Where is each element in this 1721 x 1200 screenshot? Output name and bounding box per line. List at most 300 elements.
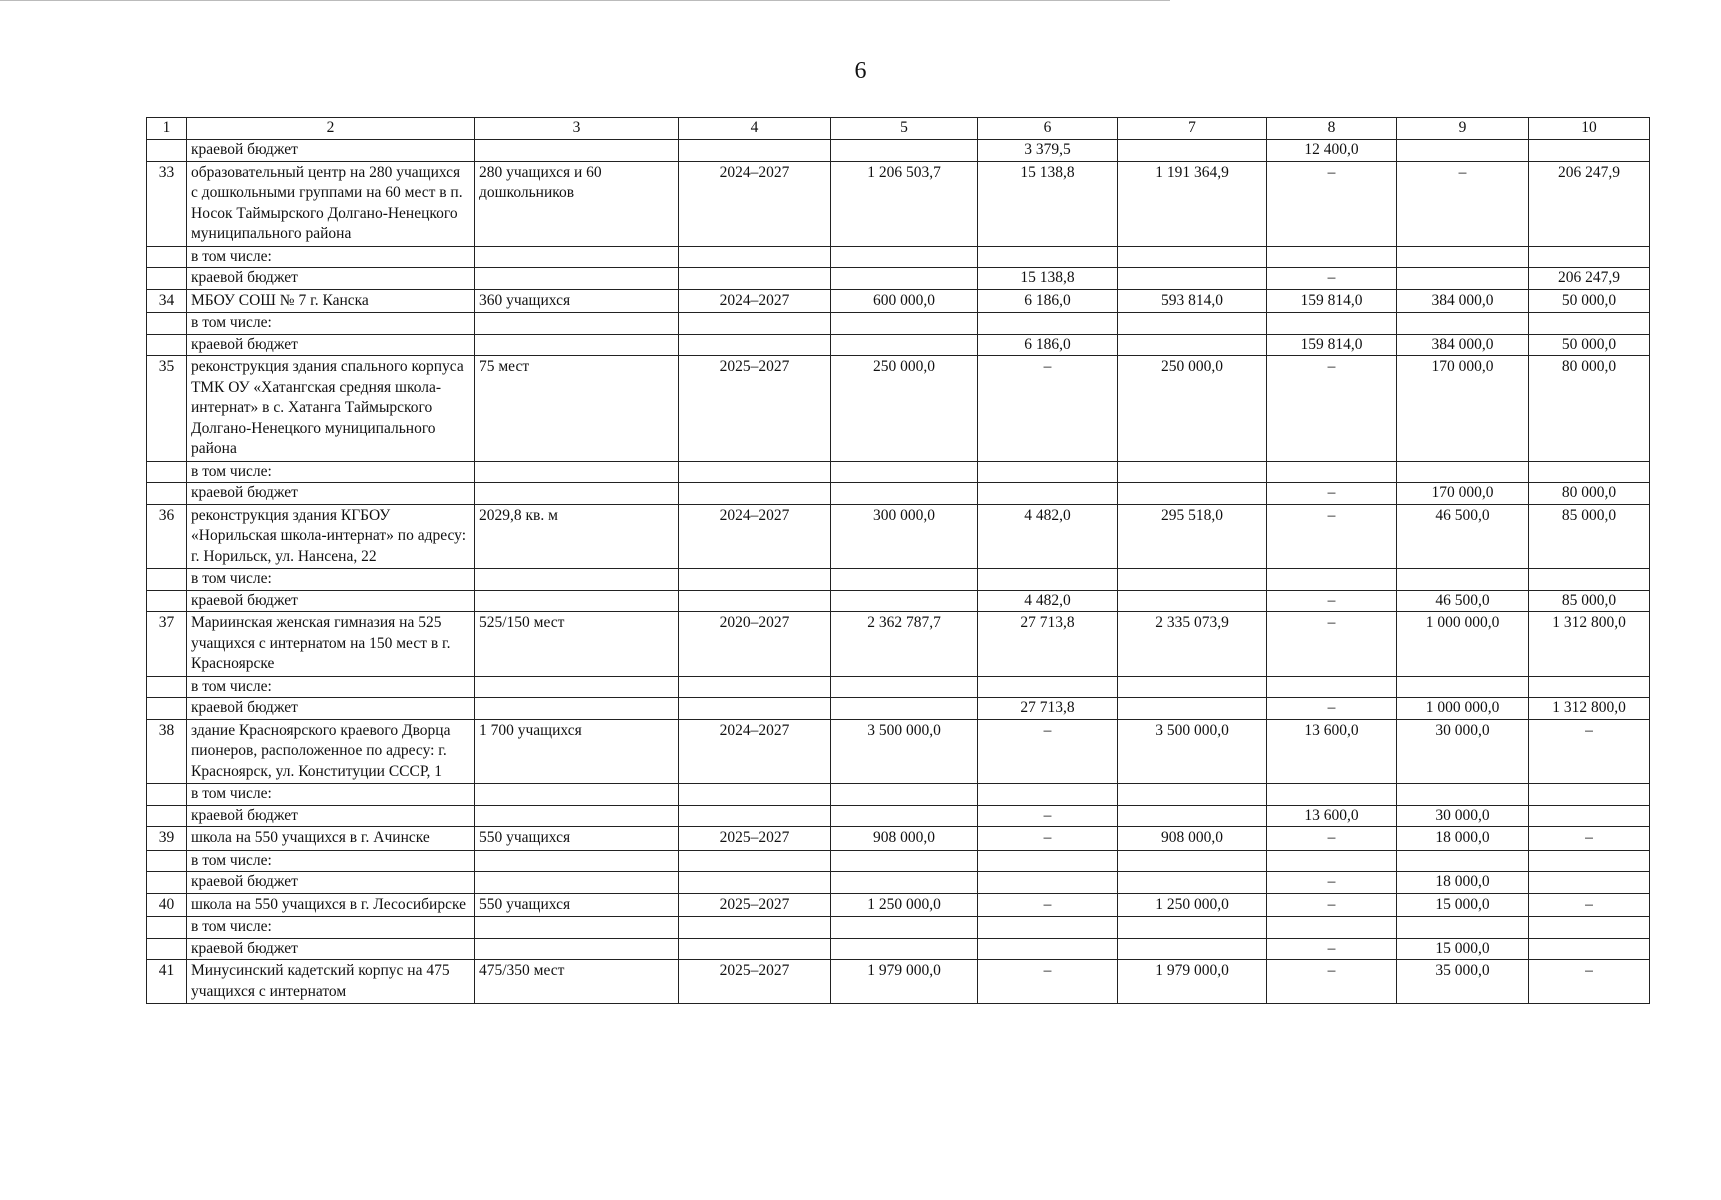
- period-cell: 2024–2027: [679, 504, 831, 569]
- capacity-cell: [475, 246, 679, 268]
- value-col8-cell: [1267, 246, 1397, 268]
- value-col9-cell: 384 000,0: [1397, 289, 1529, 313]
- value-col9-cell: [1397, 784, 1529, 806]
- value-col7-cell: 593 814,0: [1118, 289, 1267, 313]
- period-cell: 2025–2027: [679, 893, 831, 917]
- value-col9-cell: 18 000,0: [1397, 827, 1529, 851]
- period-cell: [679, 483, 831, 505]
- table-subrow: [147, 698, 1650, 720]
- table-subrow: [147, 268, 1650, 290]
- value-col6-cell: –: [978, 805, 1118, 827]
- column-header: 5: [831, 118, 978, 140]
- period-cell: [679, 872, 831, 894]
- row-number-cell: [147, 850, 187, 872]
- table-subrow: [147, 784, 1650, 806]
- value-col10-cell: 1 312 800,0: [1529, 612, 1650, 677]
- object-name-cell: Минусинский кадетский корпус на 475 учащихся с интернатом: [187, 960, 475, 1004]
- row-number-cell: [147, 784, 187, 806]
- value-col8-cell: 159 814,0: [1267, 334, 1397, 356]
- table-subrow: [147, 872, 1650, 894]
- value-col6-cell: [978, 676, 1118, 698]
- object-name-cell: МБОУ СОШ № 7 г. Канска: [187, 289, 475, 313]
- value-col10-cell: 206 247,9: [1529, 161, 1650, 246]
- value-col8-cell: [1267, 676, 1397, 698]
- value-col10-cell: 85 000,0: [1529, 590, 1650, 612]
- value-col8-cell: –: [1267, 827, 1397, 851]
- table-subrow: [147, 140, 1650, 162]
- object-name-cell: в том числе:: [187, 784, 475, 806]
- column-header-row: [147, 118, 1650, 140]
- capacity-cell: [475, 140, 679, 162]
- object-name-cell: реконструкция здания спального корпуса ТМК ОУ «Хатангская средняя школа-интернат» в с. Хатанга Таймырского Долгано-Ненецкого муниципального района: [187, 356, 475, 462]
- value-col7-cell: 1 979 000,0: [1118, 960, 1267, 1004]
- value-col10-cell: [1529, 872, 1650, 894]
- row-number-cell: [147, 698, 187, 720]
- row-number-cell: [147, 334, 187, 356]
- value-col10-cell: 206 247,9: [1529, 268, 1650, 290]
- value-col8-cell: –: [1267, 356, 1397, 462]
- capacity-cell: 525/150 мест: [475, 612, 679, 677]
- value-col8-cell: [1267, 784, 1397, 806]
- object-name-cell: в том числе:: [187, 917, 475, 939]
- object-name-cell: реконструкция здания КГБОУ «Норильская школа-интернат» по адресу: г. Норильск, ул. Нансена, 22: [187, 504, 475, 569]
- value-col8-cell: –: [1267, 483, 1397, 505]
- value-col6-cell: [978, 246, 1118, 268]
- total-cost-cell: [831, 313, 978, 335]
- value-col6-cell: 3 379,5: [978, 140, 1118, 162]
- total-cost-cell: [831, 938, 978, 960]
- value-col9-cell: [1397, 140, 1529, 162]
- capacity-cell: [475, 676, 679, 698]
- value-col7-cell: 1 191 364,9: [1118, 161, 1267, 246]
- period-cell: 2025–2027: [679, 960, 831, 1004]
- value-col9-cell: 35 000,0: [1397, 960, 1529, 1004]
- row-number-cell: [147, 268, 187, 290]
- column-header: 2: [187, 118, 475, 140]
- period-cell: [679, 246, 831, 268]
- capacity-cell: [475, 850, 679, 872]
- value-col8-cell: 13 600,0: [1267, 805, 1397, 827]
- value-col10-cell: [1529, 938, 1650, 960]
- total-cost-cell: [831, 917, 978, 939]
- value-col7-cell: [1118, 590, 1267, 612]
- period-cell: [679, 917, 831, 939]
- row-number-cell: [147, 590, 187, 612]
- capacity-cell: 75 мест: [475, 356, 679, 462]
- row-number-cell: [147, 140, 187, 162]
- total-cost-cell: [831, 246, 978, 268]
- value-col10-cell: [1529, 676, 1650, 698]
- value-col10-cell: [1529, 917, 1650, 939]
- total-cost-cell: [831, 569, 978, 591]
- period-cell: [679, 140, 831, 162]
- capacity-cell: 1 700 учащихся: [475, 719, 679, 784]
- value-col6-cell: [978, 313, 1118, 335]
- value-col7-cell: [1118, 569, 1267, 591]
- row-number-cell: [147, 676, 187, 698]
- value-col8-cell: [1267, 850, 1397, 872]
- value-col7-cell: 3 500 000,0: [1118, 719, 1267, 784]
- column-header: 10: [1529, 118, 1650, 140]
- capacity-cell: [475, 313, 679, 335]
- value-col7-cell: [1118, 461, 1267, 483]
- total-cost-cell: 250 000,0: [831, 356, 978, 462]
- value-col8-cell: [1267, 569, 1397, 591]
- value-col6-cell: –: [978, 356, 1118, 462]
- value-col6-cell: 6 186,0: [978, 334, 1118, 356]
- value-col10-cell: 80 000,0: [1529, 356, 1650, 462]
- value-col6-cell: –: [978, 827, 1118, 851]
- value-col10-cell: [1529, 313, 1650, 335]
- value-col8-cell: –: [1267, 268, 1397, 290]
- capacity-cell: 550 учащихся: [475, 893, 679, 917]
- value-col7-cell: 2 335 073,9: [1118, 612, 1267, 677]
- page-number: 6: [854, 58, 867, 84]
- period-cell: [679, 698, 831, 720]
- value-col10-cell: [1529, 569, 1650, 591]
- period-cell: [679, 784, 831, 806]
- table-subrow: [147, 590, 1650, 612]
- value-col7-cell: [1118, 268, 1267, 290]
- value-col10-cell: 1 312 800,0: [1529, 698, 1650, 720]
- value-col7-cell: 250 000,0: [1118, 356, 1267, 462]
- capacity-cell: [475, 334, 679, 356]
- table-subrow: [147, 461, 1650, 483]
- value-col9-cell: [1397, 917, 1529, 939]
- value-col8-cell: –: [1267, 960, 1397, 1004]
- value-col6-cell: 27 713,8: [978, 612, 1118, 677]
- total-cost-cell: 600 000,0: [831, 289, 978, 313]
- row-number-cell: 39: [147, 827, 187, 851]
- column-header: 8: [1267, 118, 1397, 140]
- object-name-cell: здание Красноярского краевого Дворца пионеров, расположенное по адресу: г. Красноярск, ул. Конституции СССР, 1: [187, 719, 475, 784]
- total-cost-cell: [831, 334, 978, 356]
- total-cost-cell: [831, 483, 978, 505]
- table-subrow: [147, 313, 1650, 335]
- value-col9-cell: 1 000 000,0: [1397, 612, 1529, 677]
- value-col8-cell: –: [1267, 938, 1397, 960]
- value-col7-cell: [1118, 334, 1267, 356]
- value-col9-cell: 384 000,0: [1397, 334, 1529, 356]
- row-number-cell: [147, 246, 187, 268]
- value-col9-cell: [1397, 313, 1529, 335]
- value-col7-cell: [1118, 313, 1267, 335]
- table-row: [147, 289, 1650, 313]
- object-name-cell: в том числе:: [187, 569, 475, 591]
- value-col8-cell: –: [1267, 872, 1397, 894]
- value-col10-cell: –: [1529, 719, 1650, 784]
- period-cell: [679, 569, 831, 591]
- total-cost-cell: [831, 676, 978, 698]
- row-number-cell: 41: [147, 960, 187, 1004]
- value-col10-cell: [1529, 850, 1650, 872]
- value-col10-cell: [1529, 461, 1650, 483]
- period-cell: 2025–2027: [679, 827, 831, 851]
- value-col9-cell: 170 000,0: [1397, 356, 1529, 462]
- capacity-cell: 550 учащихся: [475, 827, 679, 851]
- value-col7-cell: 1 250 000,0: [1118, 893, 1267, 917]
- column-header: 6: [978, 118, 1118, 140]
- object-name-cell: в том числе:: [187, 850, 475, 872]
- table-row: [147, 612, 1650, 677]
- value-col7-cell: [1118, 676, 1267, 698]
- object-name-cell: краевой бюджет: [187, 334, 475, 356]
- value-col10-cell: –: [1529, 827, 1650, 851]
- value-col7-cell: [1118, 872, 1267, 894]
- row-number-cell: 35: [147, 356, 187, 462]
- value-col6-cell: [978, 569, 1118, 591]
- table-row: [147, 161, 1650, 246]
- value-col6-cell: [978, 784, 1118, 806]
- value-col9-cell: [1397, 569, 1529, 591]
- value-col6-cell: 27 713,8: [978, 698, 1118, 720]
- value-col8-cell: 12 400,0: [1267, 140, 1397, 162]
- table-subrow: [147, 917, 1650, 939]
- value-col7-cell: [1118, 805, 1267, 827]
- capacity-cell: [475, 590, 679, 612]
- row-number-cell: 38: [147, 719, 187, 784]
- value-col6-cell: 4 482,0: [978, 504, 1118, 569]
- period-cell: [679, 805, 831, 827]
- total-cost-cell: [831, 268, 978, 290]
- value-col8-cell: –: [1267, 161, 1397, 246]
- table-row: [147, 719, 1650, 784]
- period-cell: [679, 590, 831, 612]
- table-body: [147, 118, 1650, 1004]
- total-cost-cell: [831, 872, 978, 894]
- value-col7-cell: [1118, 850, 1267, 872]
- capacity-cell: [475, 917, 679, 939]
- row-number-cell: [147, 938, 187, 960]
- value-col6-cell: –: [978, 893, 1118, 917]
- period-cell: [679, 334, 831, 356]
- capacity-cell: [475, 268, 679, 290]
- value-col9-cell: [1397, 850, 1529, 872]
- total-cost-cell: [831, 461, 978, 483]
- row-number-cell: 36: [147, 504, 187, 569]
- object-name-cell: образовательный центр на 280 учащихся с дошкольными группами на 60 мест в п. Носок Таймырского Долгано-Ненецкого муниципального района: [187, 161, 475, 246]
- total-cost-cell: 1 979 000,0: [831, 960, 978, 1004]
- value-col10-cell: 50 000,0: [1529, 334, 1650, 356]
- table-row: [147, 504, 1650, 569]
- value-col7-cell: [1118, 483, 1267, 505]
- capacity-cell: 360 учащихся: [475, 289, 679, 313]
- period-cell: 2024–2027: [679, 719, 831, 784]
- object-name-cell: школа на 550 учащихся в г. Лесосибирске: [187, 893, 475, 917]
- period-cell: [679, 938, 831, 960]
- value-col8-cell: [1267, 313, 1397, 335]
- capacity-cell: 475/350 мест: [475, 960, 679, 1004]
- object-name-cell: краевой бюджет: [187, 268, 475, 290]
- period-cell: 2024–2027: [679, 161, 831, 246]
- object-name-cell: в том числе:: [187, 676, 475, 698]
- total-cost-cell: 3 500 000,0: [831, 719, 978, 784]
- object-name-cell: Мариинская женская гимназия на 525 учащихся с интернатом на 150 мест в г. Красноярске: [187, 612, 475, 677]
- capacity-cell: [475, 872, 679, 894]
- value-col6-cell: 4 482,0: [978, 590, 1118, 612]
- value-col6-cell: [978, 917, 1118, 939]
- value-col9-cell: 30 000,0: [1397, 805, 1529, 827]
- table-row: [147, 827, 1650, 851]
- value-col9-cell: 170 000,0: [1397, 483, 1529, 505]
- value-col7-cell: [1118, 784, 1267, 806]
- period-cell: [679, 676, 831, 698]
- value-col8-cell: –: [1267, 590, 1397, 612]
- value-col7-cell: [1118, 140, 1267, 162]
- total-cost-cell: [831, 850, 978, 872]
- value-col6-cell: [978, 483, 1118, 505]
- row-number-cell: [147, 872, 187, 894]
- value-col8-cell: –: [1267, 612, 1397, 677]
- row-number-cell: 37: [147, 612, 187, 677]
- period-cell: [679, 268, 831, 290]
- capacity-cell: [475, 784, 679, 806]
- total-cost-cell: [831, 784, 978, 806]
- value-col8-cell: [1267, 917, 1397, 939]
- table-subrow: [147, 334, 1650, 356]
- value-col6-cell: –: [978, 719, 1118, 784]
- capacity-cell: [475, 938, 679, 960]
- row-number-cell: [147, 461, 187, 483]
- value-col8-cell: –: [1267, 698, 1397, 720]
- column-header: 4: [679, 118, 831, 140]
- value-col7-cell: [1118, 938, 1267, 960]
- value-col8-cell: –: [1267, 504, 1397, 569]
- table-row: [147, 893, 1650, 917]
- value-col10-cell: –: [1529, 893, 1650, 917]
- object-name-cell: краевой бюджет: [187, 698, 475, 720]
- object-name-cell: краевой бюджет: [187, 590, 475, 612]
- object-name-cell: краевой бюджет: [187, 805, 475, 827]
- value-col6-cell: 6 186,0: [978, 289, 1118, 313]
- value-col7-cell: [1118, 917, 1267, 939]
- column-header: 7: [1118, 118, 1267, 140]
- object-name-cell: в том числе:: [187, 313, 475, 335]
- row-number-cell: [147, 805, 187, 827]
- table-subrow: [147, 805, 1650, 827]
- period-cell: [679, 461, 831, 483]
- value-col7-cell: 295 518,0: [1118, 504, 1267, 569]
- value-col10-cell: [1529, 784, 1650, 806]
- value-col8-cell: 159 814,0: [1267, 289, 1397, 313]
- top-scan-rule: [0, 0, 1170, 1]
- table-row: [147, 356, 1650, 462]
- value-col6-cell: [978, 461, 1118, 483]
- table-subrow: [147, 246, 1650, 268]
- total-cost-cell: [831, 590, 978, 612]
- value-col9-cell: 46 500,0: [1397, 504, 1529, 569]
- object-name-cell: в том числе:: [187, 461, 475, 483]
- total-cost-cell: 908 000,0: [831, 827, 978, 851]
- value-col8-cell: [1267, 461, 1397, 483]
- row-number-cell: 34: [147, 289, 187, 313]
- row-number-cell: [147, 569, 187, 591]
- capacity-cell: 2029,8 кв. м: [475, 504, 679, 569]
- value-col10-cell: –: [1529, 960, 1650, 1004]
- object-name-cell: краевой бюджет: [187, 140, 475, 162]
- object-name-cell: краевой бюджет: [187, 483, 475, 505]
- capacity-cell: [475, 569, 679, 591]
- object-name-cell: в том числе:: [187, 246, 475, 268]
- total-cost-cell: [831, 805, 978, 827]
- total-cost-cell: 1 206 503,7: [831, 161, 978, 246]
- table-row: [147, 960, 1650, 1004]
- column-header: 1: [147, 118, 187, 140]
- table-subrow: [147, 850, 1650, 872]
- value-col9-cell: 15 000,0: [1397, 893, 1529, 917]
- table-subrow: [147, 569, 1650, 591]
- row-number-cell: 33: [147, 161, 187, 246]
- value-col6-cell: [978, 938, 1118, 960]
- object-name-cell: школа на 550 учащихся в г. Ачинске: [187, 827, 475, 851]
- table-subrow: [147, 676, 1650, 698]
- capacity-cell: [475, 461, 679, 483]
- capacity-cell: [475, 483, 679, 505]
- row-number-cell: [147, 313, 187, 335]
- value-col8-cell: 13 600,0: [1267, 719, 1397, 784]
- value-col7-cell: [1118, 698, 1267, 720]
- value-col9-cell: [1397, 461, 1529, 483]
- table-subrow: [147, 483, 1650, 505]
- value-col9-cell: [1397, 268, 1529, 290]
- value-col6-cell: [978, 850, 1118, 872]
- table-subrow: [147, 938, 1650, 960]
- value-col10-cell: [1529, 805, 1650, 827]
- column-header: 3: [475, 118, 679, 140]
- period-cell: [679, 313, 831, 335]
- value-col9-cell: [1397, 246, 1529, 268]
- value-col9-cell: 15 000,0: [1397, 938, 1529, 960]
- value-col9-cell: 30 000,0: [1397, 719, 1529, 784]
- row-number-cell: [147, 483, 187, 505]
- value-col10-cell: [1529, 140, 1650, 162]
- value-col8-cell: –: [1267, 893, 1397, 917]
- row-number-cell: 40: [147, 893, 187, 917]
- value-col9-cell: –: [1397, 161, 1529, 246]
- budget-table: [146, 117, 1650, 1004]
- value-col6-cell: –: [978, 960, 1118, 1004]
- value-col10-cell: 80 000,0: [1529, 483, 1650, 505]
- value-col6-cell: [978, 872, 1118, 894]
- row-number-cell: [147, 917, 187, 939]
- value-col9-cell: 18 000,0: [1397, 872, 1529, 894]
- total-cost-cell: 300 000,0: [831, 504, 978, 569]
- value-col6-cell: 15 138,8: [978, 161, 1118, 246]
- capacity-cell: 280 учащихся и 60 дошкольников: [475, 161, 679, 246]
- value-col9-cell: 1 000 000,0: [1397, 698, 1529, 720]
- value-col10-cell: 50 000,0: [1529, 289, 1650, 313]
- value-col7-cell: 908 000,0: [1118, 827, 1267, 851]
- capacity-cell: [475, 805, 679, 827]
- object-name-cell: краевой бюджет: [187, 872, 475, 894]
- capacity-cell: [475, 698, 679, 720]
- total-cost-cell: [831, 698, 978, 720]
- object-name-cell: краевой бюджет: [187, 938, 475, 960]
- total-cost-cell: 1 250 000,0: [831, 893, 978, 917]
- period-cell: 2020–2027: [679, 612, 831, 677]
- column-header: 9: [1397, 118, 1529, 140]
- value-col10-cell: 85 000,0: [1529, 504, 1650, 569]
- value-col9-cell: 46 500,0: [1397, 590, 1529, 612]
- value-col6-cell: 15 138,8: [978, 268, 1118, 290]
- period-cell: 2025–2027: [679, 356, 831, 462]
- value-col9-cell: [1397, 676, 1529, 698]
- period-cell: 2024–2027: [679, 289, 831, 313]
- total-cost-cell: [831, 140, 978, 162]
- period-cell: [679, 850, 831, 872]
- total-cost-cell: 2 362 787,7: [831, 612, 978, 677]
- value-col10-cell: [1529, 246, 1650, 268]
